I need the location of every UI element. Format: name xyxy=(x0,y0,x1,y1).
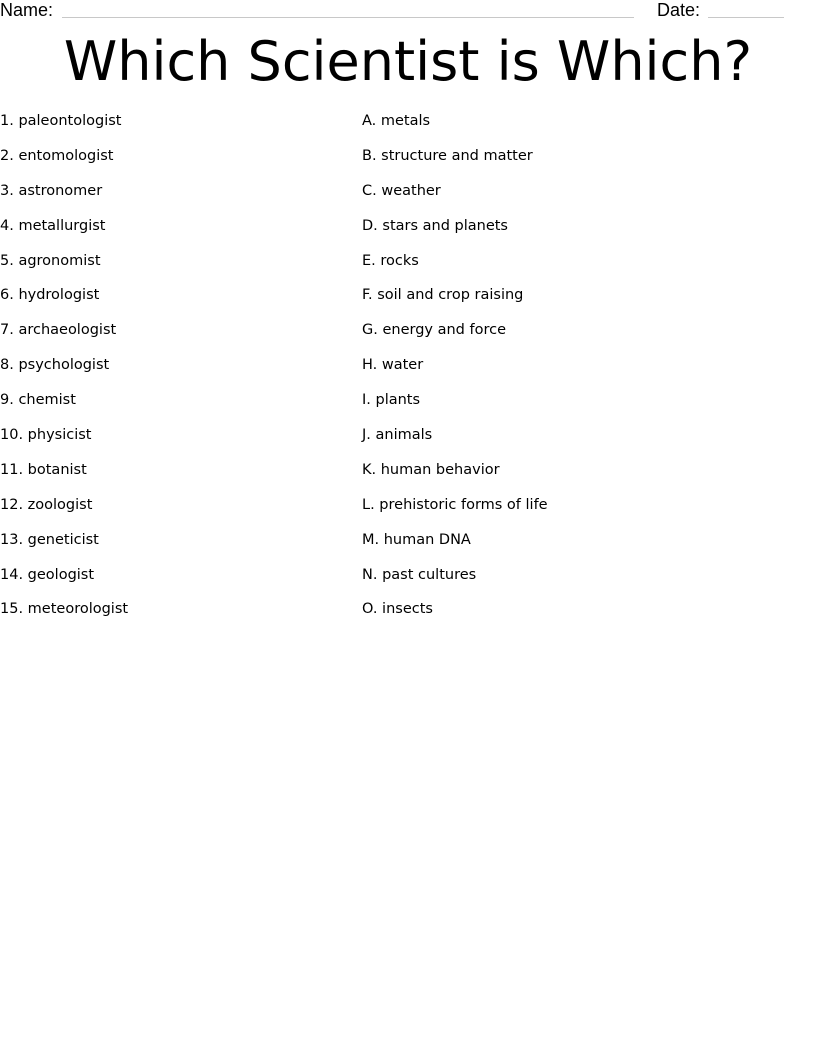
definition-item: C. weather xyxy=(362,182,441,199)
term-item: 14. geologist xyxy=(0,566,95,583)
definition-item: J. animals xyxy=(362,427,433,444)
term-item: 7. archaeologist xyxy=(0,322,117,339)
definition-item: I. plants xyxy=(362,392,421,409)
definition-item: A. metals xyxy=(362,113,431,129)
worksheet-header xyxy=(0,0,816,24)
name-label: Name: xyxy=(0,0,54,20)
term-item: 5. agronomist xyxy=(0,252,101,269)
term-item: 12. zoologist xyxy=(0,496,93,513)
term-item: 15. meteorologist xyxy=(0,601,129,618)
terms-list xyxy=(0,111,340,634)
definition-item: N. past cultures xyxy=(362,566,477,583)
term-item: 13. geneticist xyxy=(0,531,99,548)
term-item: 4. metallurgist xyxy=(0,217,106,234)
definition-item: G. energy and force xyxy=(362,322,506,339)
name-blank-line xyxy=(62,17,634,18)
term-item: 1. paleontologist xyxy=(0,113,122,129)
definition-item: M. human DNA xyxy=(362,531,471,548)
term-item: 10. physicist xyxy=(0,427,92,444)
definition-item: E. rocks xyxy=(362,252,419,269)
definition-item: O. insects xyxy=(362,601,433,618)
term-item: 11. botanist xyxy=(0,461,87,478)
definition-item: L. prehistoric forms of life xyxy=(362,496,548,513)
definition-item: K. human behavior xyxy=(362,461,500,478)
definition-item: D. stars and planets xyxy=(362,217,508,234)
term-item: 2. entomologist xyxy=(0,147,114,164)
term-item: 6. hydrologist xyxy=(0,287,100,304)
term-item: 8. psychologist xyxy=(0,357,110,374)
term-item: 9. chemist xyxy=(0,392,76,409)
definition-item: H. water xyxy=(362,357,424,374)
definitions-list xyxy=(362,111,802,634)
date-label: Date: xyxy=(657,0,701,20)
definition-item: B. structure and matter xyxy=(362,147,533,164)
term-item: 3. astronomer xyxy=(0,182,103,199)
definition-item: F. soil and crop raising xyxy=(362,287,524,304)
worksheet-title: Which Scientist is Which? xyxy=(63,30,753,93)
date-blank-line xyxy=(708,17,784,18)
